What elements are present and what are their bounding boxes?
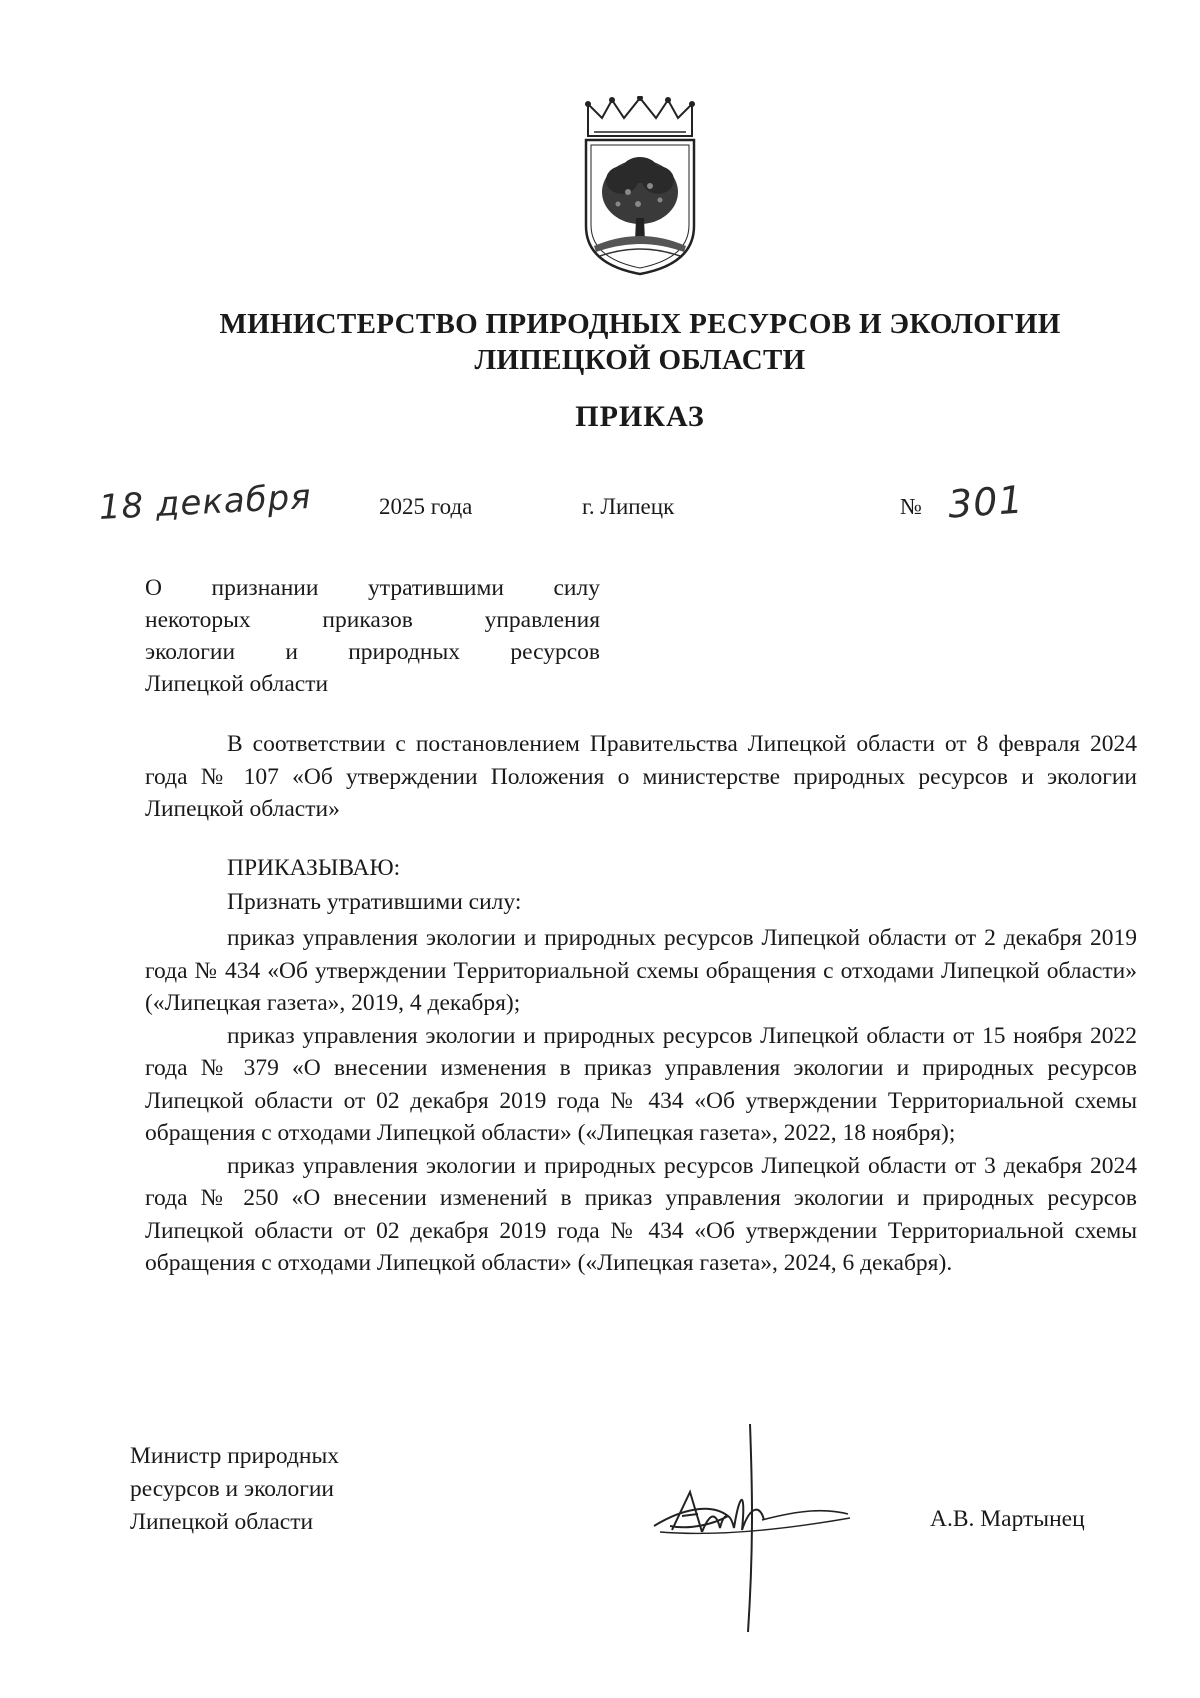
document-type: ПРИКАЗ — [575, 400, 705, 433]
repealed-orders-list — [145, 922, 1137, 1280]
signer-title-line: ресурсов и экологии — [130, 1476, 335, 1502]
handwritten-signature — [650, 1420, 890, 1640]
signer-title — [130, 1440, 339, 1539]
handwritten-date: 18 декабря — [97, 476, 313, 528]
document-year: 2025 года — [379, 494, 473, 519]
coat-of-arms-icon — [580, 96, 700, 276]
signer-name: А.В. Мартынец — [930, 1506, 1085, 1532]
signer-title-line: Министр природных — [130, 1443, 340, 1469]
document-city: г. Липецк — [582, 494, 675, 519]
subject-line: Липецкой области — [145, 671, 329, 697]
repealed-order-item: приказ управления экологии и природных ресурсов Липецкой области от 2 декабря 2019 года № 434 «Об утверждении Территориальной схемы обращения с отходами Липецкой области» («Липецкая газета», 2019, 4 декабря); — [145, 925, 1137, 1016]
signer-title-line: Липецкой области — [130, 1509, 314, 1535]
subject-line: экологии и природных ресурсов — [145, 639, 600, 665]
subject-line: О признании утратившими силу — [145, 575, 600, 601]
organization-name-line2: ЛИПЕЦКОЙ ОБЛАСТИ — [474, 344, 806, 376]
repealed-order-item: приказ управления экологии и природных ресурсов Липецкой области от 3 декабря 2024 года № 250 «О внесении изменений в приказ управления экологии и природных ресурсов Липецкой области от 02 декабря 2019 года № 434 «Об утверждении Территориальной схемы обращения с отходами Липецкой области» («Липецкая газета», 2024, 6 декабря). — [145, 1152, 1137, 1276]
organization-name-line1: МИНИСТЕРСТВО ПРИРОДНЫХ РЕСУРСОВ И ЭКОЛОГИИ — [219, 308, 1061, 340]
handwritten-number: 301 — [946, 477, 1025, 527]
document-subject — [145, 572, 600, 700]
organization-name — [150, 306, 1130, 378]
legal-basis — [145, 728, 1137, 826]
order-word: ПРИКАЗЫВАЮ: — [227, 855, 401, 881]
legal-basis-text: В соответствии с постановлением Правительства Липецкой области от 8 февраля 2024 года № 107 «Об утверждении Положения о министерстве природных ресурсов и экологии Липецкой области» — [145, 731, 1137, 822]
declare-line: Признать утратившими силу: — [227, 889, 522, 915]
number-sign: № — [900, 494, 922, 519]
subject-line: некоторых приказов управления — [145, 607, 600, 633]
repealed-order-item: приказ управления экологии и природных ресурсов Липецкой области от 15 ноября 2022 года № 379 «О внесении изменения в приказ управления экологии и природных ресурсов Липецкой области от 02 декабря 2019 года № 434 «Об утверждении Территориальной схемы обращения с отходами Липецкой области» («Липецкая газета», 2022, 18 ноября); — [145, 1022, 1137, 1146]
